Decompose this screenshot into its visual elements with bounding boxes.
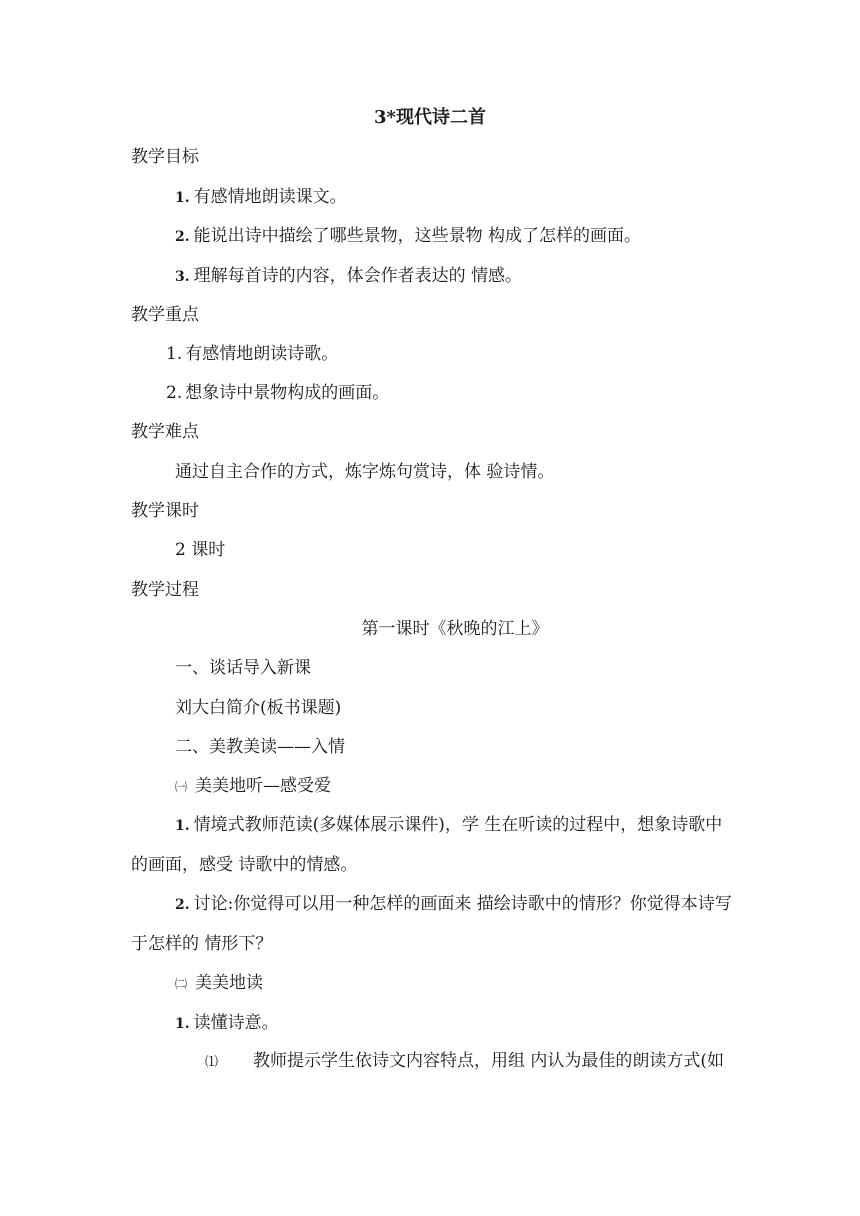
paragraph-item-3-num: 1. <box>175 1016 190 1032</box>
section-1-heading: 一、谈话导入新课 <box>175 658 311 678</box>
paragraph-item-2 <box>131 885 736 964</box>
objective-item-2 <box>175 224 641 248</box>
paragraph-item-3 <box>175 1011 279 1035</box>
subsection-1 <box>175 774 331 798</box>
objective-item-3 <box>175 264 522 288</box>
paragraph-item-3-text: 读懂诗意。 <box>193 1013 279 1033</box>
subsection-2 <box>175 971 263 995</box>
paragraph-item-1 <box>131 806 736 885</box>
objective-num-3: 3. <box>175 269 190 285</box>
key-points-heading: 教学重点 <box>131 305 199 325</box>
key-point-text-2: 想象诗中景物构成的画面。 <box>185 383 390 403</box>
key-point-item-2 <box>166 381 389 405</box>
process-heading: 教学过程 <box>131 580 199 600</box>
periods-text: 2 课时 <box>175 540 226 560</box>
objectives-heading: 教学目标 <box>131 147 199 167</box>
paragraph-item-4-text: 教师提示学生依诗文内容特点，用组 内认为最佳的朗读方式(如 <box>253 1051 725 1071</box>
paragraph-item-1-text: 情境式教师范读(多媒体展示课件)，学 生在听读的过程中，想象诗歌中的画面，感受 诗歌中的情感。 <box>131 815 723 875</box>
subsection-2-marker: ㈡ <box>175 977 188 991</box>
objective-text-3: 理解每首诗的内容，体会作者表达的 情感。 <box>193 266 523 286</box>
paragraph-item-2-text: 讨论:你觉得可以用一种怎样的画面来 描绘诗歌中的情形？你觉得本诗写于怎样的 情形下？ <box>131 894 732 954</box>
difficulty-text: 通过自主合作的方式，炼字炼句赏诗，体 验诗情。 <box>175 462 555 482</box>
page-title: 3*现代诗二首 <box>374 107 486 128</box>
paragraph-item-4-marker: ⑴ <box>205 1055 219 1070</box>
subsection-1-marker: ㈠ <box>175 780 188 794</box>
section-1-line: 刘大白简介(板书课题) <box>175 698 342 718</box>
lesson-title: 第一课时《秋晚的江上》 <box>361 619 549 639</box>
key-point-text-1: 有感情地朗读诗歌。 <box>185 344 339 364</box>
subsection-1-text: 美美地听—感受爱 <box>195 776 332 796</box>
objective-text-2: 能说出诗中描绘了哪些景物，这些景物 构成了怎样的画面。 <box>193 226 642 246</box>
section-2-heading: 二、美教美读——入情 <box>175 737 345 757</box>
periods-heading: 教学课时 <box>131 501 199 521</box>
key-point-num-1: 1. <box>166 344 183 364</box>
paragraph-item-2-num: 2. <box>175 897 190 913</box>
paragraph-item-4 <box>205 1042 740 1082</box>
key-point-item-1 <box>166 342 338 366</box>
objective-num-1: 1. <box>175 190 190 206</box>
key-point-num-2: 2. <box>166 383 183 403</box>
objective-item-1 <box>175 185 347 209</box>
paragraph-item-1-num: 1. <box>175 818 190 834</box>
objective-num-2: 2. <box>175 229 190 245</box>
objective-text-1: 有感情地朗读课文。 <box>193 187 347 207</box>
difficulty-heading: 教学难点 <box>131 422 199 442</box>
subsection-2-text: 美美地读 <box>195 973 264 993</box>
